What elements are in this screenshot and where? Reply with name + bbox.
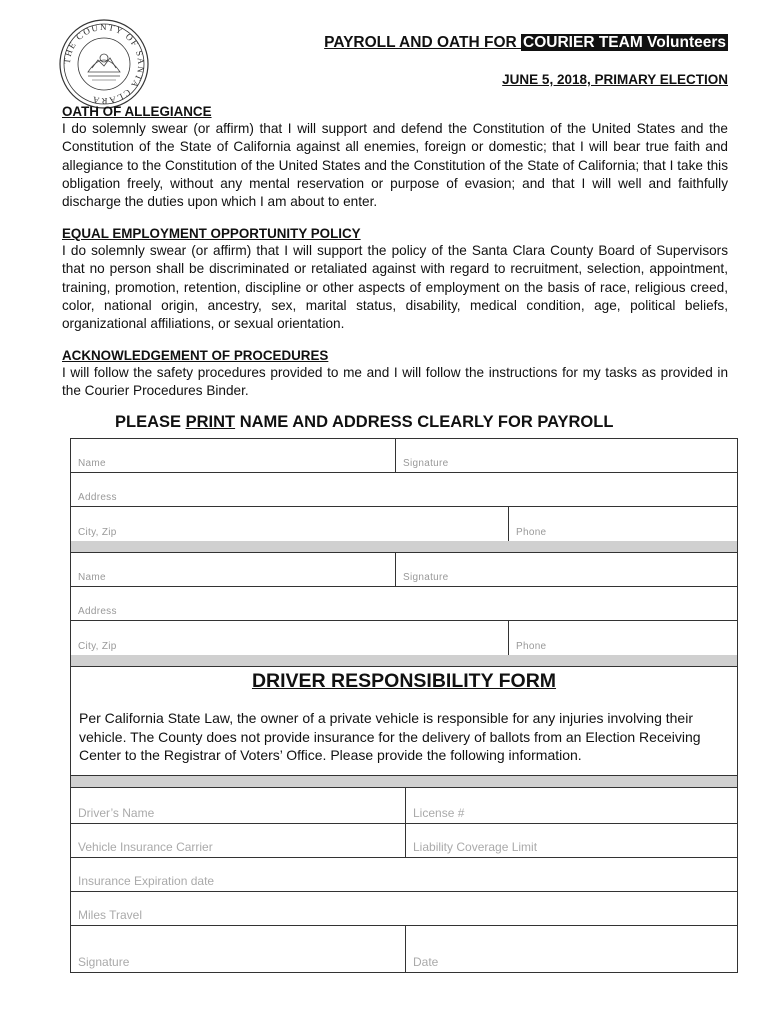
driver-signature-field[interactable] [71,926,405,972]
signature-label-2: Signature [403,572,449,583]
phone-label-2: Phone [516,641,547,652]
liability-field[interactable] [405,824,737,857]
name-label: Name [78,458,106,469]
signature-label: Signature [403,458,449,469]
payroll-separator [70,541,738,552]
procedures-section [62,348,728,401]
expiration-field[interactable] [71,858,737,891]
payroll-block-1 [70,438,738,542]
oath-heading: OATH OF ALLEGIANCE [62,104,212,119]
phone-field[interactable] [508,507,737,541]
driver-info-grid [70,787,738,973]
oath-section [62,104,728,211]
driver-form-text: Per California State Law, the owner of a private vehicle is responsible for any injuries involving their vehicle. The County does not provide insurance for the delivery of ballots from an Election Receiving Center to the Registrar of Voters’ Office. Please provide the following information. [79,710,701,763]
payroll-heading [115,413,613,432]
county-seal [58,18,150,110]
driver-separator [70,655,738,666]
payroll-heading-part-1: PLEASE [115,413,186,431]
name-label-2: Name [78,572,106,583]
phone-field-2[interactable] [508,621,737,655]
title-part-2: COURIER TEAM Volunteers [523,34,726,51]
procedures-heading: ACKNOWLEDGEMENT OF PROCEDURES [62,348,329,363]
name-field[interactable] [71,439,395,472]
payroll-block-2 [70,552,738,656]
oath-text: I do solemnly swear (or affirm) that I will support and defend the Constitution of the United States and the Constitution of the State of California against all enemies, foreign or domestic; that I will bear true faith and allegiance to the Constitution of the United States and the Constitution of the State of California; that I take this obligation freely, without any mental reservation or purpose of evasion; and that I will well and faithfully discharge the duties upon which I am about to enter. [62,121,728,210]
address-field-2[interactable] [71,587,737,620]
address-field[interactable] [71,473,737,506]
driver-responsibility-box [70,666,738,776]
insurance-carrier-label: Vehicle Insurance Carrier [78,840,213,854]
city-zip-label: City, Zip [78,527,117,538]
payroll-heading-part-2: PRINT [185,413,236,431]
license-field[interactable] [405,788,737,823]
payroll-row-name-2 [71,553,737,587]
payroll-row-address-2 [71,587,737,621]
signature-field[interactable] [395,439,737,472]
payroll-row-city [71,507,737,541]
expiration-label: Insurance Expiration date [78,874,215,888]
payroll-row-address [71,473,737,507]
liability-label: Liability Coverage Limit [413,840,538,854]
license-label: License # [413,806,465,820]
date-label: Date [413,955,439,969]
seal-text: THE COUNTY OF SANTA CLARA [61,21,147,107]
signature-field-2[interactable] [395,553,737,586]
payroll-heading-part-3: NAME AND ADDRESS CLEARLY FOR PAYROLL [235,413,614,431]
address-label-2: Address [78,606,117,617]
name-field-2[interactable] [71,553,395,586]
driver-signature-label: Signature [78,955,130,969]
driver-row-signature [71,926,737,972]
driver-row-name [71,788,737,824]
driver-form-title: DRIVER RESPONSIBILITY FORM [251,670,557,692]
phone-label: Phone [516,527,547,538]
title-part-1: PAYROLL AND OATH FOR [324,34,522,51]
driver-row-miles [71,892,737,926]
policy-section [62,226,728,333]
insurance-carrier-field[interactable] [71,824,405,857]
city-zip-label-2: City, Zip [78,641,117,652]
payroll-row-city-2 [71,621,737,655]
procedures-text: I will follow the safety procedures provided to me and I will follow the instructions for my tasks as provided in the Courier Procedures Binder. [62,365,728,399]
miles-field[interactable] [71,892,737,925]
driver-grid-separator [70,776,738,787]
document-title [0,34,728,52]
drivers-name-label: Driver’s Name [78,806,155,820]
address-label: Address [78,492,117,503]
drivers-name-field[interactable] [71,788,405,823]
policy-heading: EQUAL EMPLOYMENT OPPORTUNITY POLICY [62,226,361,241]
city-zip-field[interactable] [71,507,508,541]
date-field[interactable] [405,926,737,972]
city-zip-field-2[interactable] [71,621,508,655]
policy-text: I do solemnly swear (or affirm) that I will support the policy of the Santa Clara County Board of Supervisors that no person shall be discriminated or retaliated against with regard to recruitment, selection, appointment, training, promotion, retention, discipline or other aspects of employment on the basis of race, religious creed, color, national origin, ancestry, sex, marital status, disability, medical condition, age, political beliefs, organizational affiliations, or sexual orientation. [62,243,728,332]
payroll-row-name [71,439,737,473]
driver-row-insurance [71,824,737,858]
miles-label: Miles Travel [78,908,143,922]
driver-row-expiration [71,858,737,892]
election-subtitle: JUNE 5, 2018, PRIMARY ELECTION [502,72,728,87]
